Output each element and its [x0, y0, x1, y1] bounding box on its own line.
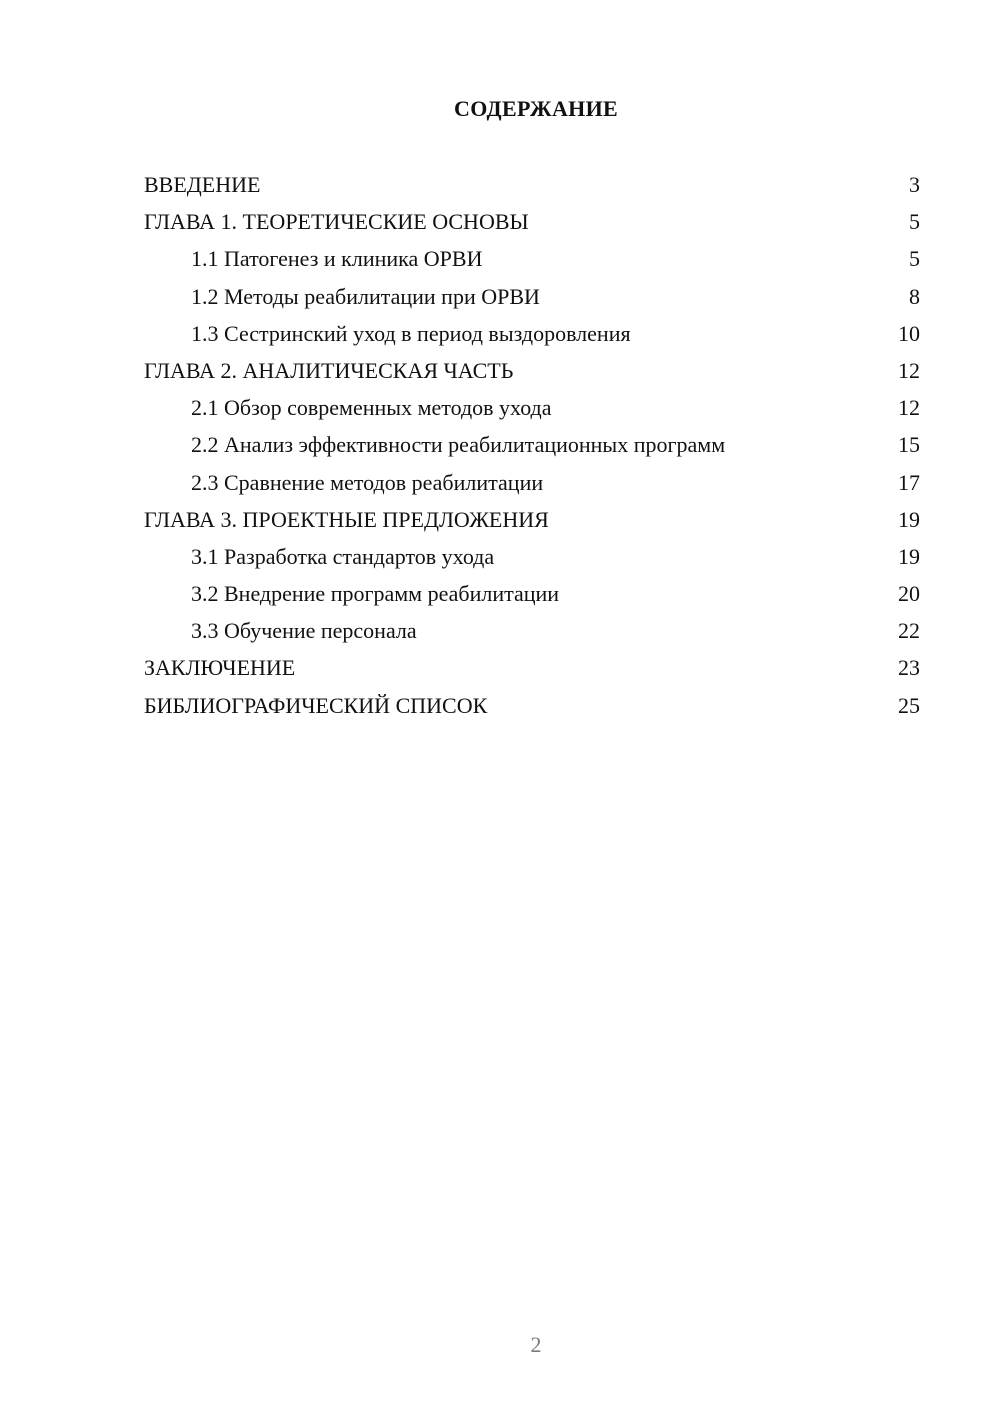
toc-entry-page-number: 19	[898, 506, 920, 532]
toc-entry-page-number: 5	[909, 209, 920, 235]
toc-entry-page-number: 3	[909, 172, 920, 197]
toc-entry-label: БИБЛИОГРАФИЧЕСКИЙ СПИСОК	[144, 692, 488, 718]
toc-entry-page-number: 8	[909, 283, 920, 309]
toc-subsection-entry	[144, 538, 920, 575]
toc-entry-page-number: 12	[898, 395, 920, 421]
toc-entry-label: 1.1 Патогенез и клиника ОРВИ	[191, 246, 483, 272]
toc-section-entry	[144, 687, 920, 724]
toc-entry-page-number: 19	[898, 543, 920, 569]
toc-subsection-entry	[144, 426, 920, 463]
toc-entry-label: ГЛАВА 3. ПРОЕКТНЫЕ ПРЕДЛОЖЕНИЯ	[144, 506, 549, 532]
toc-subsection-entry	[144, 464, 920, 501]
toc-subsection-entry	[144, 240, 920, 277]
toc-entry-page-number: 5	[909, 246, 920, 272]
toc-entry-page-number: 23	[898, 655, 920, 681]
toc-entry-label: 3.3 Обучение персонала	[191, 618, 417, 644]
toc-entry-page-number: 25	[898, 692, 920, 718]
toc-entry-label: ЗАКЛЮЧЕНИЕ	[144, 655, 296, 681]
toc-entry-page-number: 15	[898, 432, 920, 458]
toc-subsection-entry	[144, 389, 920, 426]
page-number: 2	[530, 1332, 542, 1357]
toc-entry-page-number: 12	[898, 357, 920, 383]
toc-entry-label: 3.2 Внедрение программ реабилитации	[191, 581, 560, 607]
toc-subsection-entry	[144, 612, 920, 649]
toc-entry-page-number: 17	[898, 469, 920, 495]
toc-section-entry	[144, 649, 920, 686]
toc-subsection-entry	[144, 575, 920, 612]
toc-subsection-entry	[144, 278, 920, 315]
toc-entry-label: ГЛАВА 2. АНАЛИТИЧЕСКАЯ ЧАСТЬ	[144, 357, 514, 383]
toc-entry-label: 1.3 Сестринский уход в период выздоровления	[191, 320, 631, 346]
toc-section-entry	[144, 166, 920, 203]
toc-subsection-entry	[144, 315, 920, 352]
toc-entry-label: 1.2 Методы реабилитации при ОРВИ	[191, 283, 540, 309]
toc-entry-label: 2.2 Анализ эффективности реабилитационных программ	[191, 432, 726, 458]
toc-entry-page-number: 22	[898, 618, 920, 644]
toc-entry-page-number: 10	[898, 320, 920, 346]
toc-section-entry	[144, 501, 920, 538]
toc-entry-label: ВВЕДЕНИЕ	[144, 172, 261, 197]
toc-section-entry	[144, 203, 920, 240]
toc-entry-label: 3.1 Разработка стандартов ухода	[191, 543, 495, 569]
table-of-contents	[144, 166, 920, 724]
toc-title: СОДЕРЖАНИЕ	[454, 96, 618, 121]
toc-entry-page-number: 20	[898, 581, 920, 607]
toc-entry-label: 2.1 Обзор современных методов ухода	[191, 395, 552, 421]
toc-entry-label: ГЛАВА 1. ТЕОРЕТИЧЕСКИЕ ОСНОВЫ	[144, 209, 529, 235]
toc-section-entry	[144, 352, 920, 389]
toc-entry-label: 2.3 Сравнение методов реабилитации	[191, 469, 544, 495]
